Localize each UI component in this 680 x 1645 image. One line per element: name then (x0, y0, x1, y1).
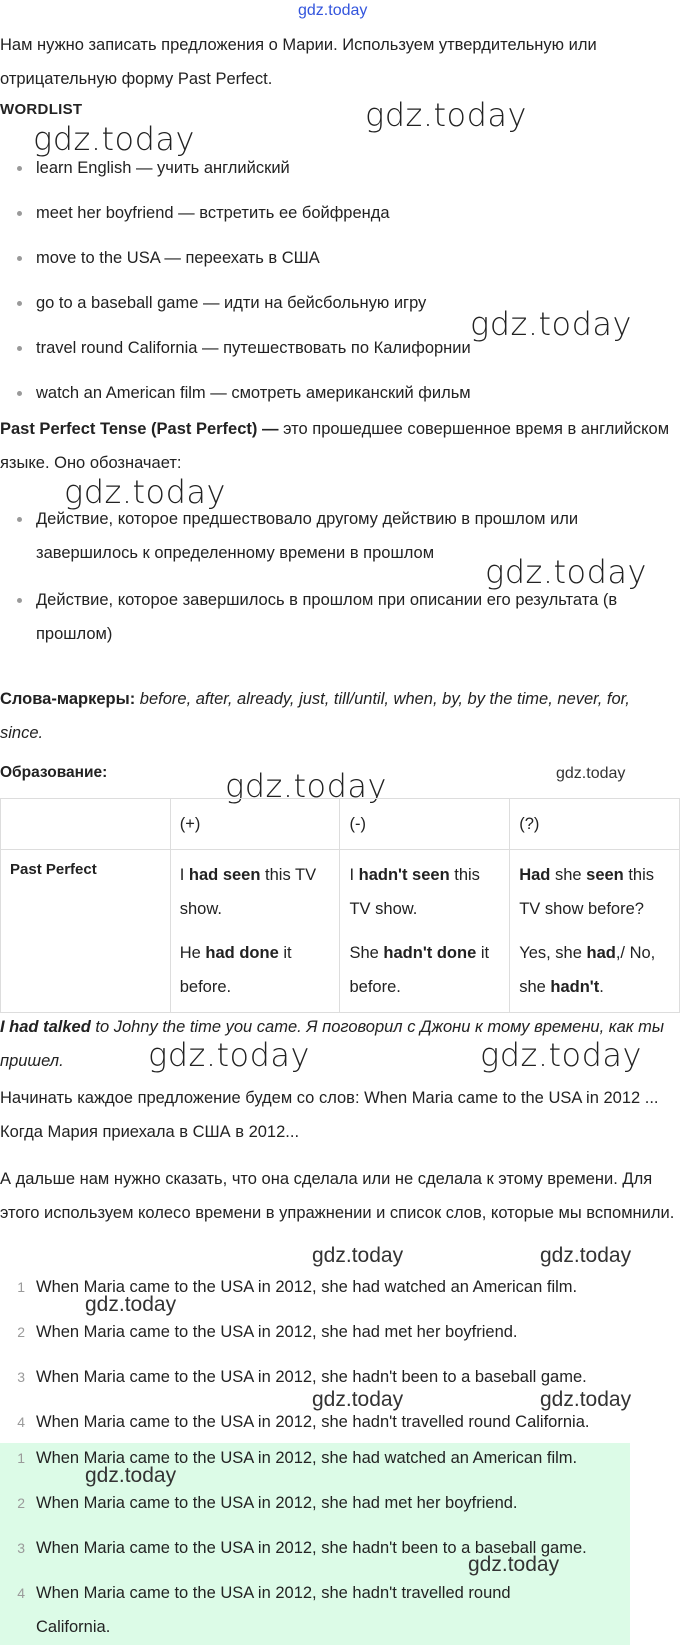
watermark: gdz.today (312, 1244, 404, 1267)
definition: Past Perfect Tense (Past Perfect) — это прошедшее совершенное время в английском языке. Оно обозначает: (0, 420, 670, 472)
formation-label: Образование: (0, 764, 108, 781)
table-cell: I had seen this TV show. He had done it before. (170, 850, 340, 1013)
row-label: Past Perfect (1, 850, 171, 1013)
table-header-cell: (-) (340, 799, 510, 850)
watermark: gdz.today (540, 1388, 632, 1411)
table-row (1, 850, 680, 1013)
table-header-cell: (+) (170, 799, 340, 850)
watermark: gdz.today (485, 553, 647, 591)
table-cell: I hadn't seen this TV show. She hadn't done it before. (340, 850, 510, 1013)
instruction-1: Начинать каждое предложение будем со слов: When Maria came to the USA in 2012 ... Когда Мария приехала в США в 2012... (0, 1089, 659, 1141)
wordlist-heading: WORDLIST (0, 101, 83, 118)
watermark: gdz.today (468, 1553, 560, 1576)
table-header-cell (1, 799, 171, 850)
formation-table (0, 798, 680, 1013)
table-cell: Had she seen this TV show before? Yes, she had,/ No, she hadn't. (510, 850, 680, 1013)
watermark: gdz.today (148, 1036, 310, 1074)
watermark: gdz.today (540, 1244, 632, 1267)
watermark: gdz.today (312, 1388, 404, 1411)
watermark: gdz.today (298, 2, 368, 19)
watermark: gdz.today (480, 1036, 642, 1074)
watermark: gdz.today (365, 96, 527, 134)
watermark: gdz.today (85, 1464, 177, 1487)
markers: Слова-маркеры: before, after, already, just, till/until, when, by, by the time, never, for, since. (0, 690, 630, 742)
watermark: gdz.today (225, 767, 387, 805)
watermark: gdz.today (33, 120, 195, 158)
intro-text: Нам нужно записать предложения о Марии. Используем утвердительную или отрицательную форму Past Perfect. (0, 36, 597, 88)
watermark: gdz.today (556, 765, 626, 782)
instruction-2: А дальше нам нужно сказать, что она сделала или не сделала к этому времени. Для этого используем колесо времени в упражнении и список слов, которые мы вспомнили. (0, 1170, 675, 1222)
watermark: gdz.today (85, 1293, 177, 1316)
table-header-cell: (?) (510, 799, 680, 850)
example-sentence: I had talked to Johny the time you came. Я поговорил с Джони к тому времени, как ты пришел. (0, 1018, 665, 1070)
watermark: gdz.today (64, 473, 226, 511)
table-header-row (1, 799, 680, 850)
watermark: gdz.today (470, 305, 632, 343)
